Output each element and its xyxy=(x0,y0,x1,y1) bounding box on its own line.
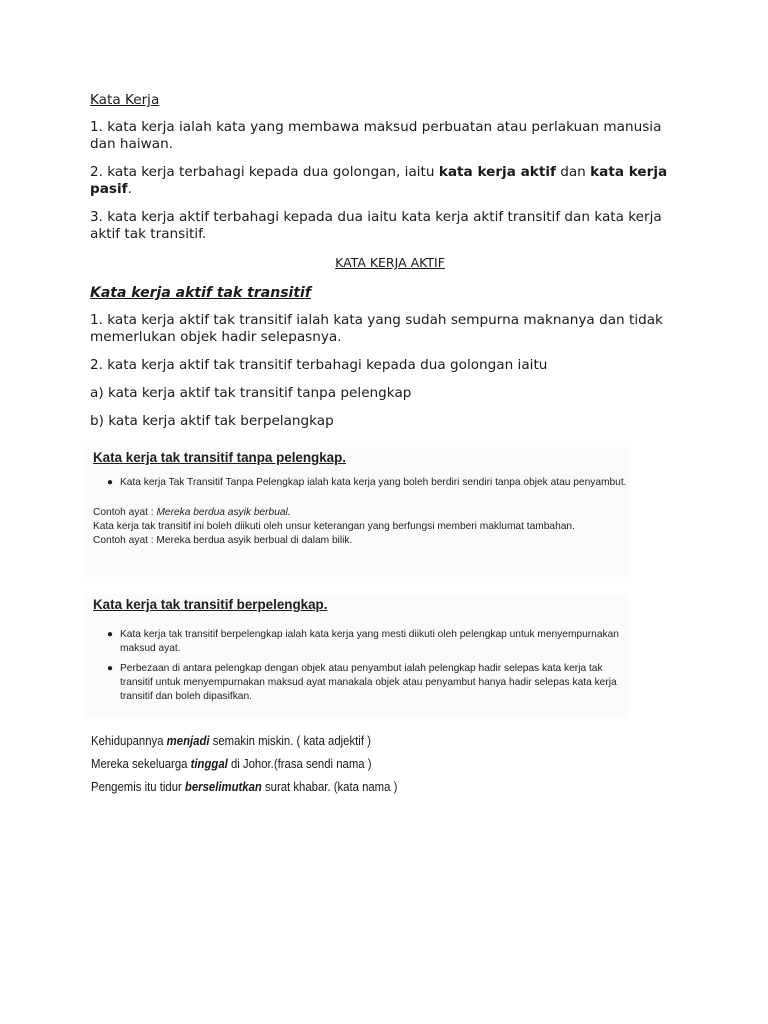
intro-paragraph-1: 1. kata kerja ialah kata yang membawa maksud perbuatan atau perlakuan manusia dan haiwan. xyxy=(90,119,662,152)
document-page xyxy=(90,92,690,441)
image2-heading: Kata kerja tak transitif berpelengkap. xyxy=(93,597,328,612)
example-sentence-3 xyxy=(91,775,397,798)
bullet-dot-icon: ● xyxy=(107,477,114,488)
image2-bullet-1 xyxy=(107,628,629,656)
body-paragraph-2: 2. kata kerja aktif tak transitif terbahagi kepada dua golongan iaitu xyxy=(90,357,548,373)
bullet-dot-icon: ● xyxy=(107,629,114,640)
body-paragraph-1: 1. kata kerja aktif tak transitif ialah kata yang sudah sempurna maknanya dan tidak memerlukan objek hadir selepasnya. xyxy=(90,312,663,345)
intro-paragraph-2 xyxy=(90,164,690,198)
example-1-pre: Kehidupannya xyxy=(91,733,167,748)
example-sentence-2 xyxy=(91,752,397,775)
image1-bullet-list xyxy=(84,476,629,490)
image2-bullet-2 xyxy=(107,662,629,704)
example-3-pre: Pengemis itu tidur xyxy=(91,779,185,794)
page-title: Kata Kerja xyxy=(90,92,160,108)
intro-paragraph-3: 3. kata kerja aktif terbahagi kepada dua iaitu kata kerja aktif transitif dan kata kerja aktif tak transitif. xyxy=(90,209,662,242)
intro-p2-mid: dan xyxy=(555,164,591,180)
subsection-title: Kata kerja aktif tak transitif xyxy=(90,285,311,301)
embedded-image-tanpa-pelengkap xyxy=(84,447,629,577)
intro-p2-bold-aktif: kata kerja aktif xyxy=(438,164,556,180)
example-3-verb: berselimutkan xyxy=(184,779,262,794)
example-2-verb: tinggal xyxy=(190,756,228,771)
image2-bullet-2-text: Perbezaan di antara pelengkap dengan objek atau penyambut ialah pelengkap hadir selepas kata kerja tak transitif untuk menyempurnakan maksud ayat manakala objek atau penyambut hanya hadir selepas kata kerja transitif dan boleh dipasifkan. xyxy=(120,663,617,702)
image1-bullet xyxy=(107,476,629,490)
image2-bullet-1-text: Kata kerja tak transitif berpelengkap ialah kata kerja yang mesti diikuti oleh pelengkap untuk menyempurnakan maksud ayat. xyxy=(120,629,619,654)
example-3-post: surat khabar. (kata nama ) xyxy=(261,779,398,794)
image2-bullet-list xyxy=(84,628,629,704)
example-sentence-1 xyxy=(91,729,397,752)
image1-line-3: Contoh ayat : Mereka berdua asyik berbual di dalam bilik. xyxy=(93,535,353,546)
image1-heading: Kata kerja tak transitif tanpa pelengkap. xyxy=(93,450,347,465)
intro-p2-bold-pasif: kata kerja pasif xyxy=(90,164,668,197)
embedded-image-berpelengkap xyxy=(84,594,629,718)
example-1-post: semakin miskin. ( kata adjektif ) xyxy=(209,733,371,748)
body-item-b: b) kata kerja aktif tak berpelangkap xyxy=(90,413,334,429)
image1-bullet-text: Kata kerja Tak Transitif Tanpa Pelengkap ialah kata kerja yang boleh berdiri sendiri tanpa objek atau penyambut. xyxy=(120,477,627,488)
example-sentences xyxy=(91,729,447,798)
intro-p2-end: . xyxy=(127,181,132,197)
bullet-dot-icon: ● xyxy=(107,663,114,674)
section-title: KATA KERJA AKTIF xyxy=(335,255,445,270)
image1-example-text: Mereka berdua asyik berbual. xyxy=(156,507,291,518)
example-2-pre: Mereka sekeluarga xyxy=(91,756,191,771)
image1-example-1 xyxy=(93,506,629,520)
intro-p2-pre: 2. kata kerja terbahagi kepada dua golongan, iaitu xyxy=(90,164,439,180)
image1-example-label: Contoh ayat : xyxy=(93,507,157,518)
example-1-verb: menjadi xyxy=(166,733,210,748)
body-item-a: a) kata kerja aktif tak transitif tanpa pelengkap xyxy=(90,385,412,401)
example-2-post: di Johor.(frasa sendi nama ) xyxy=(227,756,372,771)
image1-line-2: Kata kerja tak transitif ini boleh diikuti oleh unsur keterangan yang berfungsi memberi maklumat tambahan. xyxy=(93,521,575,532)
